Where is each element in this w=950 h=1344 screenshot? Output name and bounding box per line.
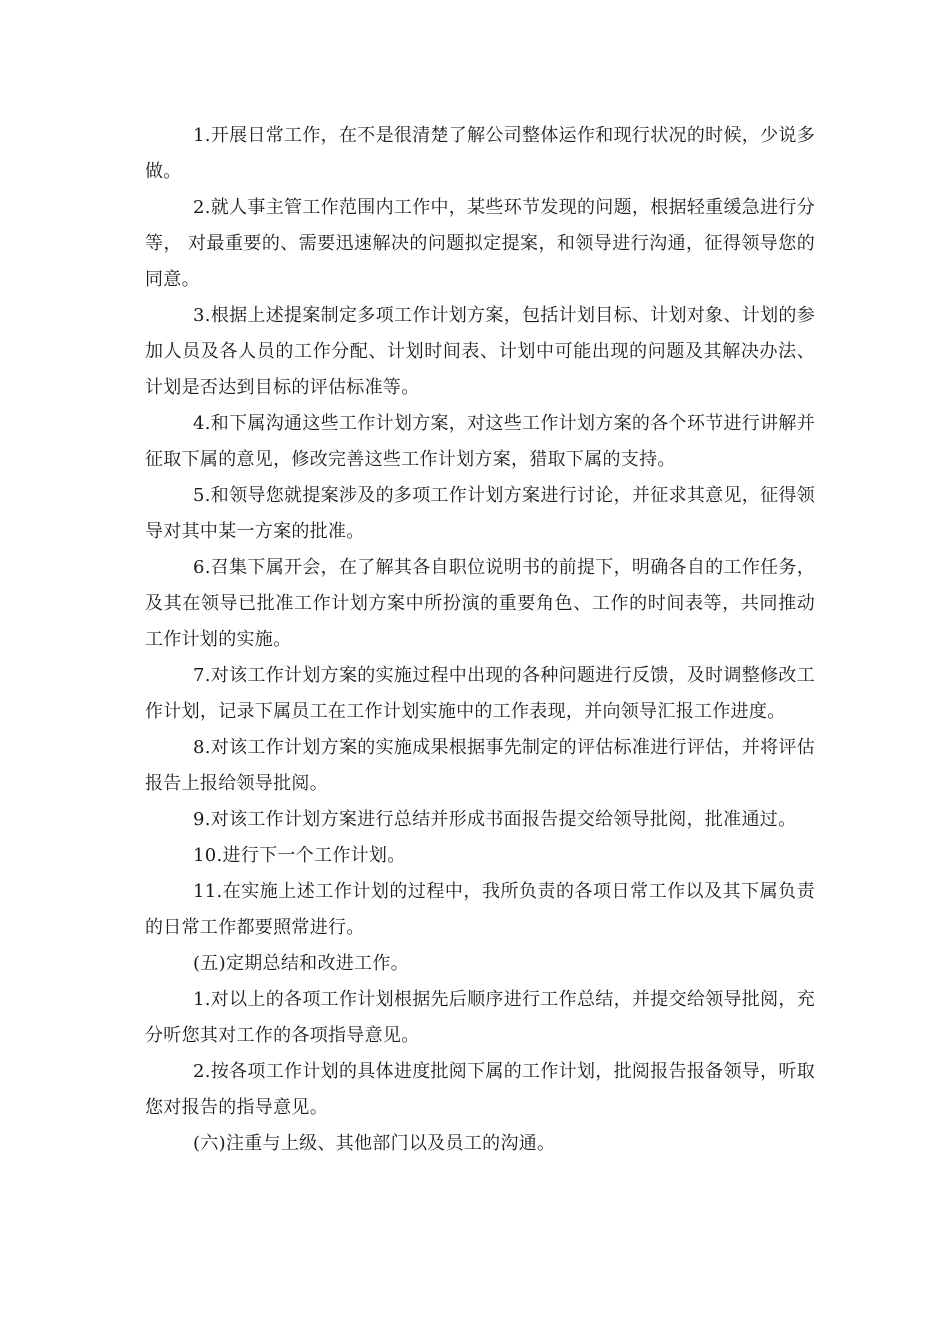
paragraph: 2.按各项工作计划的具体进度批阅下属的工作计划，批阅报告报备领导，听取您对报告的指导意见。 <box>145 1061 815 1118</box>
paragraph: 1.对以上的各项工作计划根据先后顺序进行工作总结，并提交给领导批阅，充分听您其对工作的各项指导意见。 <box>145 989 815 1046</box>
paragraph: 3.根据上述提案制定多项工作计划方案，包括计划目标、计划对象、计划的参加人员及各人员的工作分配、计划时间表、计划中可能出现的问题及其解决办法、计划是否达到目标的评估标准等。 <box>145 305 815 398</box>
section-heading: (五)定期总结和改进工作。 <box>193 953 409 974</box>
paragraph: 4.和下属沟通这些工作计划方案，对这些工作计划方案的各个环节进行讲解并征取下属的意见，修改完善这些工作计划方案，猎取下属的支持。 <box>145 413 815 470</box>
paragraph: 2.就人事主管工作范围内工作中，某些环节发现的问题，根据轻重缓急进行分等， 对最重要的、需要迅速解决的问题拟定提案，和领导进行沟通，征得领导您的同意。 <box>145 197 815 290</box>
paragraph: 6.召集下属开会，在了解其各自职位说明书的前提下，明确各自的工作任务，及其在领导已批准工作计划方案中所扮演的重要角色、工作的时间表等，共同推动工作计划的实施。 <box>145 557 815 650</box>
paragraph: 8.对该工作计划方案的实施成果根据事先制定的评估标准进行评估，并将评估报告上报给领导批阅。 <box>145 737 815 794</box>
document-body <box>145 118 815 1162</box>
paragraph: 11.在实施上述工作计划的过程中，我所负责的各项日常工作以及其下属负责的日常工作都要照常进行。 <box>145 881 815 938</box>
section-heading: (六)注重与上级、其他部门以及员工的沟通。 <box>193 1133 556 1154</box>
paragraph: 9.对该工作计划方案进行总结并形成书面报告提交给领导批阅，批准通过。 <box>193 809 797 830</box>
paragraph: 7.对该工作计划方案的实施过程中出现的各种问题进行反馈，及时调整修改工作计划，记录下属员工在工作计划实施中的工作表现，并向领导汇报工作进度。 <box>145 665 815 722</box>
paragraph: 1.开展日常工作，在不是很清楚了解公司整体运作和现行状况的时候，少说多做。 <box>145 125 815 182</box>
paragraph: 5.和领导您就提案涉及的多项工作计划方案进行讨论，并征求其意见，征得领导对其中某一方案的批准。 <box>145 485 815 542</box>
paragraph: 10.进行下一个工作计划。 <box>193 845 406 866</box>
